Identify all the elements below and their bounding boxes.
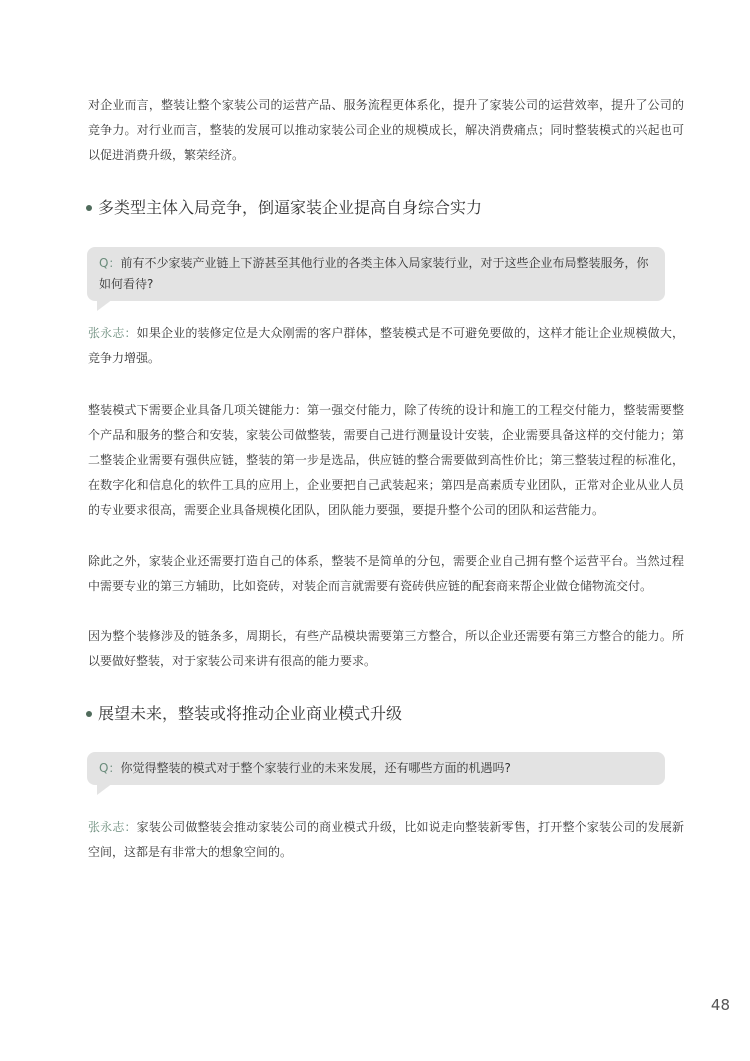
question-bubble bbox=[87, 752, 665, 785]
answer-speaker: 张永志： bbox=[88, 326, 137, 340]
answer-text: 家装公司做整装会推动家装公司的商业模式升级，比如说走向整装新零售，打开整个家装公司的发展新空间，这都是有非常大的想象空间的。 bbox=[88, 820, 684, 859]
answer-speaker: 张永志： bbox=[88, 820, 137, 834]
bullet-icon bbox=[86, 205, 92, 211]
question-bubble bbox=[87, 247, 665, 301]
question-prefix: Q： bbox=[99, 256, 121, 270]
question-text: 你觉得整装的模式对于整个家装行业的未来发展，还有哪些方面的机遇吗? bbox=[120, 761, 511, 775]
answer-paragraph bbox=[88, 815, 684, 865]
question-prefix: Q： bbox=[99, 761, 121, 775]
page-number: 48 bbox=[710, 996, 730, 1014]
body-paragraph: 整装模式下需要企业具备几项关键能力：第一强交付能力，除了传统的设计和施工的工程交付能力，整装需要整个产品和服务的整合和安装，家装公司做整装，需要自己进行测量设计安装，企业需要具备这样的交付能力；第二整装企业需要有强供应链，整装的第一步是选品，供应链的整合需要做到高性价比；第三整装过程的标准化，在数字化和信息化的软件工具的应用上，企业要把自己武装起来；第四是高素质专业团队，正常对企业从业人员的专业要求很高，需要企业具备规模化团队，团队能力要强，要提升整个公司的团队和运营能力。 bbox=[88, 403, 684, 517]
bullet-icon bbox=[86, 711, 92, 717]
body-paragraph: 除此之外，家装企业还需要打造自己的体系，整装不是简单的分包，需要企业自己拥有整个运营平台。当然过程中需要专业的第三方辅助，比如瓷砖，对装企而言就需要有瓷砖供应链的配套商来帮企业做仓储物流交付。 bbox=[88, 554, 684, 593]
section-heading-future bbox=[86, 703, 686, 725]
answer-text: 如果企业的装修定位是大众刚需的客户群体，整装模式是不可避免要做的，这样才能让企业规模做大，竞争力增强。 bbox=[88, 326, 684, 365]
body-paragraph: 因为整个装修涉及的链条多，周期长，有些产品模块需要第三方整合，所以企业还需要有第三方整合的能力。所以要做好整装，对于家装公司来讲有很高的能力要求。 bbox=[88, 629, 684, 668]
section-heading-competition bbox=[86, 197, 686, 219]
question-text: 前有不少家装产业链上下游甚至其他行业的各类主体入局家装行业，对于这些企业布局整装服务，你如何看待? bbox=[99, 256, 649, 291]
answer-paragraph bbox=[88, 321, 684, 371]
section-heading-text: 多类型主体入局竞争，倒逼家装企业提高自身综合实力 bbox=[98, 198, 483, 217]
section-heading-text: 展望未来，整装或将推动企业商业模式升级 bbox=[98, 704, 403, 723]
intro-paragraph: 对企业而言，整装让整个家装公司的运营产品、服务流程更体系化，提升了家装公司的运营效率，提升了公司的竞争力。对行业而言，整装的发展可以推动家装公司企业的规模成长，解决消费痛点；同时整装模式的兴起也可以促进消费升级，繁荣经济。 bbox=[88, 98, 684, 162]
